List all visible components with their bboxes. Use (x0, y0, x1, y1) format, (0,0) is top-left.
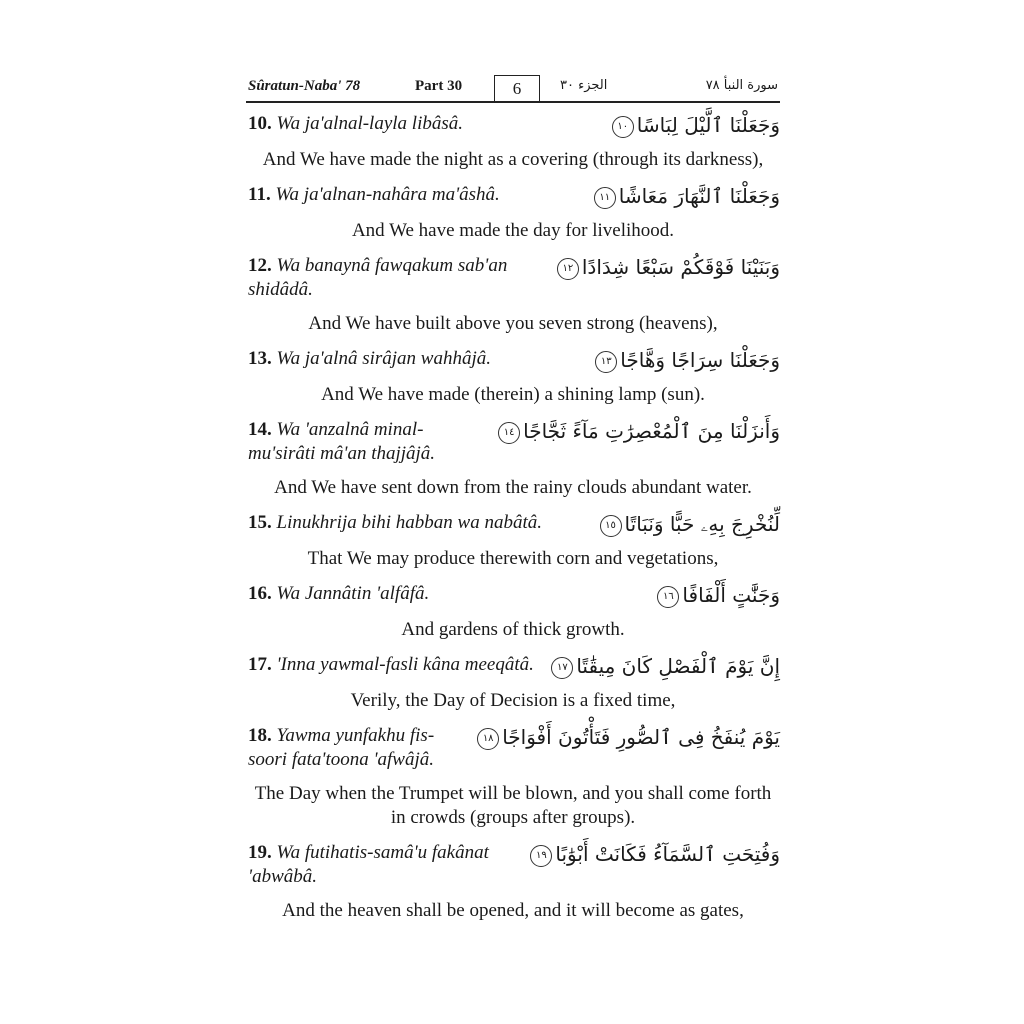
verse-row (246, 183, 780, 209)
verse (246, 183, 780, 243)
verse-end-marker-icon: ١٦ (657, 586, 679, 608)
verse-transliteration (246, 511, 586, 535)
verse-arabic (594, 183, 780, 209)
verse-transliteration (246, 112, 598, 136)
verse-number: 12. (248, 255, 272, 276)
verse-end-marker-icon: ١٧ (551, 657, 573, 679)
verse-row (246, 254, 780, 302)
verse (246, 511, 780, 571)
verse (246, 582, 780, 642)
verse-row (246, 112, 780, 138)
verse-translation: And gardens of thick growth. (401, 619, 625, 640)
arabic-text: وَجَعَلْنَا سِرَاجًا وَهَّاجًا (620, 348, 780, 372)
arabic-text: وَبَنَيْنَا فَوْقَكُمْ سَبْعًا شِدَادًا (581, 255, 780, 279)
arabic-text: إِنَّ يَوْمَ ٱلْفَصْلِ كَانَ مِيقَٰتًا (576, 654, 780, 678)
verse-number: 17. (248, 654, 272, 675)
arabic-text: وَأَنزَلْنَا مِنَ ٱلْمُعْصِرَٰتِ مَآءً ثَجَّاجًا (523, 419, 780, 443)
verse-end-marker-icon: ١٣ (595, 351, 617, 373)
verse-end-marker-icon: ١٩ (530, 845, 552, 867)
verse-transliteration (246, 183, 580, 207)
verse-number: 15. (248, 512, 272, 533)
verse-arabic (557, 254, 780, 280)
arabic-text: وَجَعَلْنَا ٱلنَّهَارَ مَعَاشًا (618, 184, 780, 208)
transliteration-text: Linukhrija bihi habban wa nabâtâ. (276, 512, 542, 533)
arabic-text: وَجَنَّٰتٍ أَلْفَافًا (682, 583, 780, 607)
verse-transliteration (246, 653, 537, 677)
verse-arabic (530, 841, 780, 867)
verse-number: 11. (248, 184, 271, 205)
header-surah-en: Sûratun-Naba' 78 (248, 78, 361, 94)
verse-list (246, 112, 780, 934)
verse-row (246, 841, 780, 889)
verse-translation: And We have made (therein) a shining lamp (sun). (321, 384, 705, 405)
transliteration-text: Wa ja'alnâ sirâjan wahhâjâ. (276, 348, 492, 369)
header-surah-ar: سورة النبأ ٧٨ (705, 78, 778, 93)
arabic-text: يَوْمَ يُنفَخُ فِى ٱلصُّورِ فَتَأْتُونَ أَفْوَاجًا (502, 725, 780, 749)
verse-arabic (612, 112, 780, 138)
transliteration-text: Yawma yunfakhu fis-soori fata'toona 'afwâjâ. (248, 725, 435, 770)
verse (246, 254, 780, 336)
verse-number: 14. (248, 419, 272, 440)
verse-arabic (477, 724, 780, 750)
verse-row (246, 724, 780, 772)
transliteration-text: Wa Jannâtin 'alfâfâ. (276, 583, 430, 604)
verse (246, 347, 780, 407)
header-part-ar: الجزء ٣٠ (560, 78, 608, 93)
verse-number: 16. (248, 583, 272, 604)
verse-transliteration (246, 582, 643, 606)
verse-end-marker-icon: ١٢ (557, 258, 579, 280)
transliteration-text: Wa futihatis-samâ'u fakânat 'abwâbâ. (248, 842, 489, 887)
verse-translation: And We have made the day for livelihood. (351, 220, 675, 241)
verse-end-marker-icon: ١٠ (612, 116, 634, 138)
verse-row (246, 511, 780, 537)
arabic-text: لِّنُخْرِجَ بِهِۦ حَبًّا وَنَبَاتًا (624, 512, 780, 536)
verse-number: 19. (248, 842, 272, 863)
transliteration-text: Wa 'anzalnâ minal-mu'sirâti mâ'an thajjâjâ. (248, 419, 436, 464)
verse-translation: Verily, the Day of Decision is a fixed time, (350, 690, 676, 711)
verse (246, 724, 780, 830)
arabic-text: وَفُتِحَتِ ٱلسَّمَآءُ فَكَانَتْ أَبْوَٰبًا (555, 842, 780, 866)
verse-row (246, 653, 780, 679)
verse-translation: And We have sent down from the rainy clouds abundant water. (274, 477, 752, 498)
verse-arabic (551, 653, 780, 679)
verse-row (246, 582, 780, 608)
verse-translation: The Day when the Trumpet will be blown, and you shall come forth in crowds (groups after groups). (254, 783, 772, 828)
verse-number: 10. (248, 113, 272, 134)
verse-transliteration (246, 418, 484, 466)
verse (246, 841, 780, 923)
verse-translation: And the heaven shall be opened, and it will become as gates, (282, 900, 744, 921)
header-part-en: Part 30 (415, 78, 463, 94)
transliteration-text: Wa ja'alnan-nahâra ma'âshâ. (275, 184, 500, 205)
verse-transliteration (246, 254, 543, 302)
verse-row (246, 418, 780, 466)
verse-end-marker-icon: ١٤ (498, 422, 520, 444)
verse-end-marker-icon: ١٥ (600, 515, 622, 537)
verse-transliteration (246, 724, 463, 772)
verse (246, 653, 780, 713)
verse (246, 418, 780, 500)
verse-transliteration (246, 347, 581, 371)
arabic-text: وَجَعَلْنَا ٱلَّيْلَ لِبَاسًا (636, 113, 780, 137)
verse-arabic (595, 347, 780, 373)
verse-translation: And We have made the night as a covering (through its darkness), (262, 149, 764, 170)
transliteration-text: Wa banaynâ fawqakum sab'an shidâdâ. (248, 255, 508, 300)
verse-arabic (498, 418, 780, 444)
verse-number: 18. (248, 725, 272, 746)
verse-end-marker-icon: ١٨ (477, 728, 499, 750)
verse (246, 112, 780, 172)
verse-translation: And We have built above you seven strong (heavens), (308, 313, 718, 334)
header-rule (246, 101, 780, 103)
transliteration-text: Wa ja'alnal-layla libâsâ. (276, 113, 464, 134)
verse-row (246, 347, 780, 373)
verse-arabic (657, 582, 780, 608)
page-number: 6 (494, 75, 540, 102)
verse-number: 13. (248, 348, 272, 369)
verse-translation: That We may produce therewith corn and vegetations, (307, 548, 719, 569)
transliteration-text: 'Inna yawmal-fasli kâna meeqâtâ. (276, 654, 534, 675)
verse-transliteration (246, 841, 516, 889)
verse-end-marker-icon: ١١ (594, 187, 616, 209)
verse-arabic (600, 511, 780, 537)
